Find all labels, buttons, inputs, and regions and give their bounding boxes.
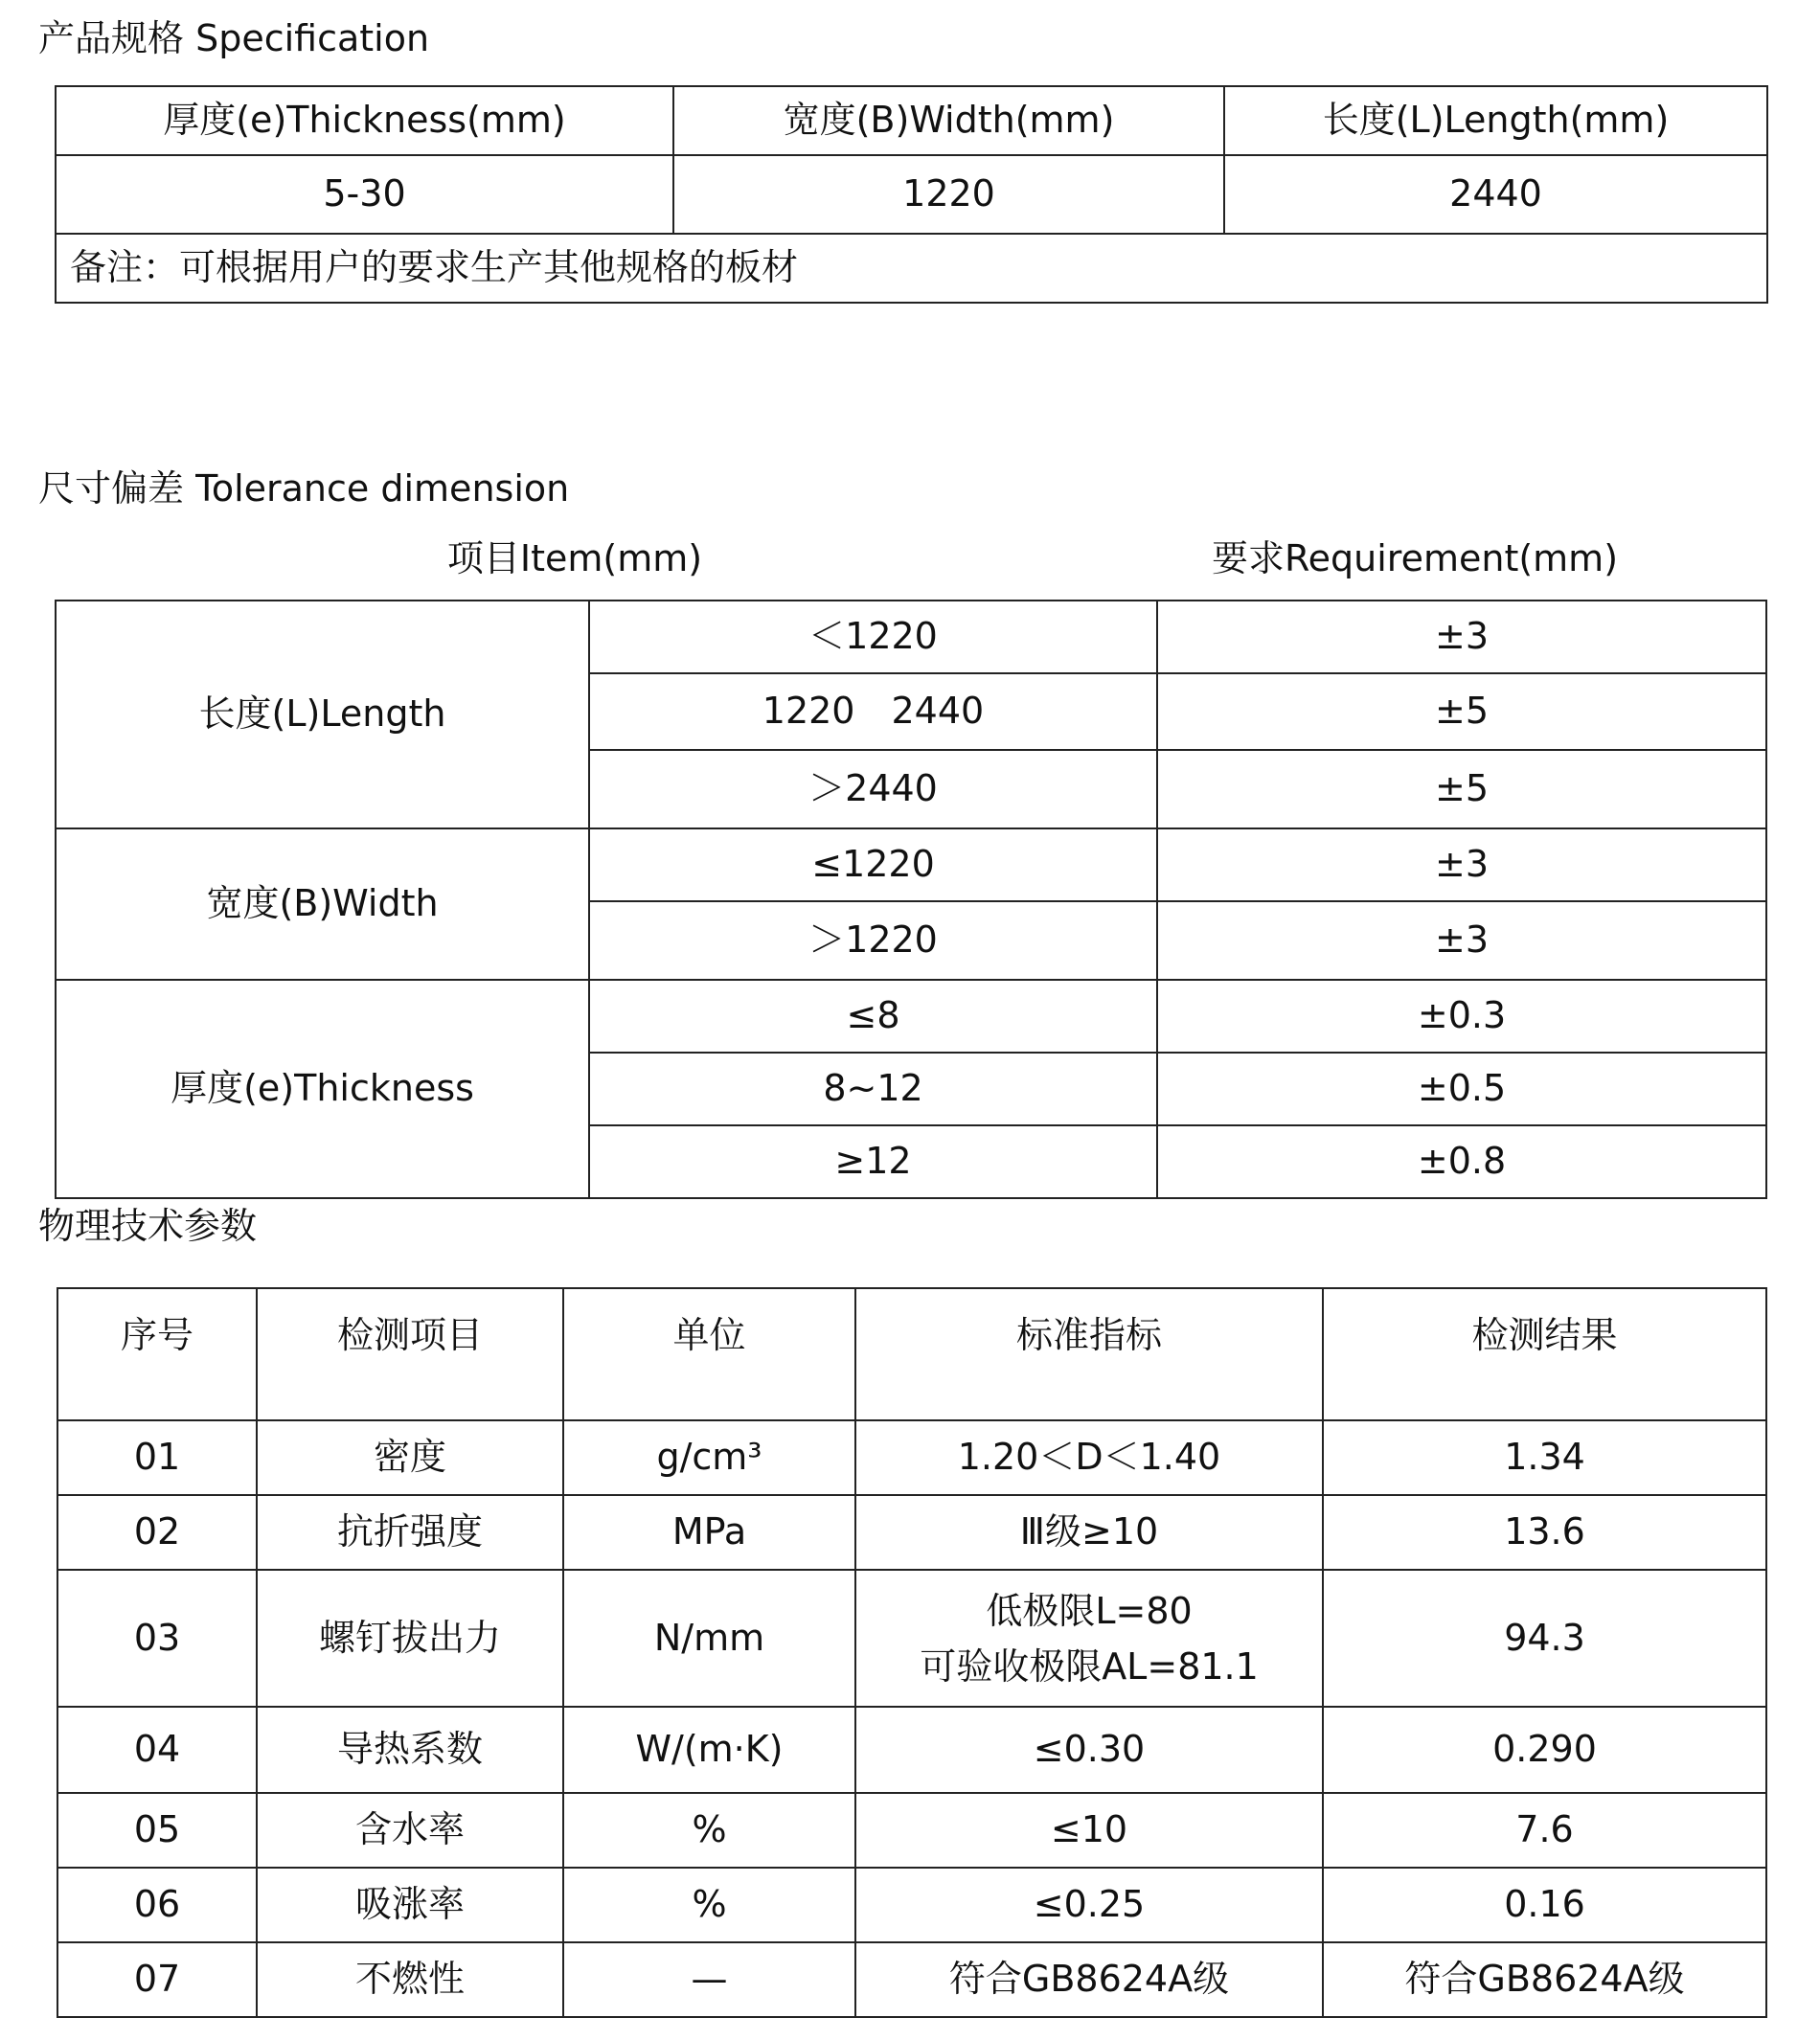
row-no: 03: [57, 1570, 257, 1707]
tolerance-req: ±5: [1157, 750, 1766, 828]
row-standard: ≤0.25: [855, 1868, 1323, 1942]
row-unit: MPa: [563, 1495, 855, 1570]
row-standard: ≤0.30: [855, 1707, 1323, 1793]
physical-title: 物理技术参数: [38, 1205, 258, 1247]
table-row: [56, 601, 1766, 673]
row-no: 06: [57, 1868, 257, 1942]
table-row: [57, 1570, 1766, 1707]
row-item: 密度: [257, 1420, 563, 1495]
row-unit: N/mm: [563, 1570, 855, 1707]
row-result: 1.34: [1323, 1420, 1766, 1495]
row-item: 含水率: [257, 1793, 563, 1868]
row-item: 抗折强度: [257, 1495, 563, 1570]
row-standard: ≤10: [855, 1793, 1323, 1868]
row-result: 符合GB8624A级: [1323, 1942, 1766, 2017]
row-item: 螺钉拔出力: [257, 1570, 563, 1707]
spec-value-row: [56, 155, 1767, 234]
spec-value-thickness: 5-30: [56, 155, 673, 234]
tolerance-req: ±3: [1157, 828, 1766, 901]
row-item: 导热系数: [257, 1707, 563, 1793]
spec-header-width: 宽度(B)Width(mm): [673, 86, 1224, 155]
physical-header-unit: 单位: [563, 1288, 855, 1420]
row-unit: W/(m·K): [563, 1707, 855, 1793]
row-no: 05: [57, 1793, 257, 1868]
tolerance-group-length: 长度(L)Length: [56, 601, 589, 828]
spec-title: 产品规格 Specification: [38, 17, 430, 59]
row-item: 吸涨率: [257, 1868, 563, 1942]
row-no: 07: [57, 1942, 257, 2017]
row-standard: 1.20＜D＜1.40: [855, 1420, 1323, 1495]
table-row: [57, 1420, 1766, 1495]
tolerance-group-width: 宽度(B)Width: [56, 828, 589, 980]
tolerance-req: ±3: [1157, 601, 1766, 673]
table-row: [56, 828, 1766, 901]
tolerance-req: ±5: [1157, 673, 1766, 750]
physical-header-item: 检测项目: [257, 1288, 563, 1420]
physical-header-standard: 标准指标: [855, 1288, 1323, 1420]
row-result: 0.290: [1323, 1707, 1766, 1793]
row-unit: g/cm³: [563, 1420, 855, 1495]
tolerance-item-header: 项目Item(mm): [446, 537, 703, 579]
spec-table: [55, 85, 1768, 304]
table-row: [56, 980, 1766, 1053]
row-result: 94.3: [1323, 1570, 1766, 1707]
tolerance-req-header: 要求Requirement(mm): [1211, 537, 1619, 579]
table-row: [57, 1793, 1766, 1868]
row-result: 0.16: [1323, 1868, 1766, 1942]
row-result: 13.6: [1323, 1495, 1766, 1570]
physical-header-row: [57, 1288, 1766, 1420]
physical-header-result: 检测结果: [1323, 1288, 1766, 1420]
spec-note: 备注：可根据用户的要求生产其他规格的板材: [56, 234, 1767, 303]
tolerance-table: [55, 600, 1767, 1199]
row-standard-line2: 可验收极限AL=81.1: [920, 1644, 1259, 1688]
tolerance-group-thickness: 厚度(e)Thickness: [56, 980, 589, 1198]
physical-table: [57, 1287, 1767, 2018]
tolerance-range: 8~12: [589, 1053, 1157, 1125]
tolerance-title: 尺寸偏差 Tolerance dimension: [38, 467, 570, 510]
tolerance-range: ≤1220: [589, 828, 1157, 901]
spec-header-thickness: 厚度(e)Thickness(mm): [56, 86, 673, 155]
tolerance-range: ＜1220: [589, 601, 1157, 673]
table-row: [57, 1868, 1766, 1942]
tolerance-req: ±0.5: [1157, 1053, 1766, 1125]
row-standard-line1: 低极限L=80: [986, 1589, 1193, 1632]
spec-value-width: 1220: [673, 155, 1224, 234]
spec-header-row: [56, 86, 1767, 155]
tolerance-req: ±0.8: [1157, 1125, 1766, 1198]
tolerance-range: ≥12: [589, 1125, 1157, 1198]
tolerance-req: ±3: [1157, 901, 1766, 980]
table-row: [57, 1942, 1766, 2017]
table-row: [57, 1495, 1766, 1570]
row-standard: [855, 1570, 1323, 1707]
spec-header-length: 长度(L)Length(mm): [1224, 86, 1767, 155]
tolerance-range: ＞1220: [589, 901, 1157, 980]
row-no: 01: [57, 1420, 257, 1495]
row-unit: %: [563, 1793, 855, 1868]
row-unit: %: [563, 1868, 855, 1942]
row-item: 不燃性: [257, 1942, 563, 2017]
tolerance-range: 1220 2440: [589, 673, 1157, 750]
row-standard: 符合GB8624A级: [855, 1942, 1323, 2017]
row-no: 04: [57, 1707, 257, 1793]
spec-value-length: 2440: [1224, 155, 1767, 234]
row-standard: Ⅲ级≥10: [855, 1495, 1323, 1570]
row-result: 7.6: [1323, 1793, 1766, 1868]
tolerance-range: ＞2440: [589, 750, 1157, 828]
row-no: 02: [57, 1495, 257, 1570]
row-unit: —: [563, 1942, 855, 2017]
physical-header-no: 序号: [57, 1288, 257, 1420]
table-row: [57, 1707, 1766, 1793]
tolerance-req: ±0.3: [1157, 980, 1766, 1053]
spec-note-row: [56, 234, 1767, 303]
tolerance-range: ≤8: [589, 980, 1157, 1053]
